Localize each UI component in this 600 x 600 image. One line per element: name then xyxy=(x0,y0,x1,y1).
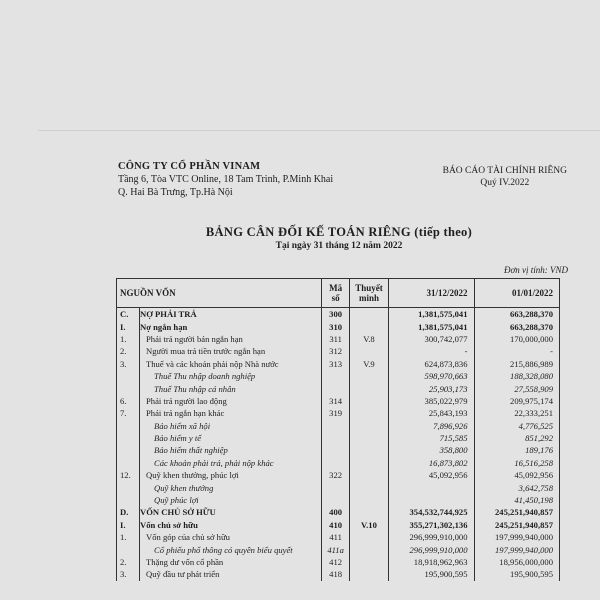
row-value-start: 27,558,909 xyxy=(474,382,559,394)
row-note xyxy=(349,457,388,469)
row-value-end: 16,873,802 xyxy=(389,457,474,469)
table-row xyxy=(117,568,560,580)
row-value-start: 195,900,595 xyxy=(474,568,559,580)
row-value-start: 215,886,989 xyxy=(474,358,559,370)
currency-unit: Đơn vị tính: VND xyxy=(503,265,568,275)
table-row xyxy=(117,556,560,568)
row-code xyxy=(322,494,350,506)
header-source: NGUỒN VỐN xyxy=(117,279,322,308)
row-note xyxy=(349,481,388,493)
table-row xyxy=(117,469,560,481)
row-number: 2. xyxy=(117,556,140,568)
row-note xyxy=(349,531,388,543)
row-code: 410 xyxy=(322,519,350,531)
row-code: 311 xyxy=(322,333,350,345)
row-code: 400 xyxy=(322,506,350,518)
row-value-end: 195,900,595 xyxy=(389,568,474,580)
row-value-start: 245,251,940,857 xyxy=(474,519,559,531)
row-value-start: 663,288,370 xyxy=(474,320,559,332)
row-number: I. xyxy=(117,519,140,531)
table-row xyxy=(117,506,560,518)
row-number xyxy=(117,382,140,394)
row-label: Bảo hiểm xã hội xyxy=(140,420,322,432)
row-label: Bảo hiểm y tế xyxy=(140,432,322,444)
row-code xyxy=(322,432,350,444)
table-row xyxy=(117,407,560,419)
row-value-start: 45,092,956 xyxy=(474,469,559,481)
row-value-start: 3,642,758 xyxy=(474,481,559,493)
row-number: I. xyxy=(117,320,140,332)
table-row xyxy=(117,543,560,555)
report-block xyxy=(443,165,567,189)
row-code xyxy=(322,382,350,394)
row-note: V.9 xyxy=(349,358,388,370)
row-code: 322 xyxy=(322,469,350,481)
row-label: Quỹ khen thưởng, phúc lợi xyxy=(140,469,322,481)
row-value-end: - xyxy=(389,345,474,357)
row-code xyxy=(322,444,350,456)
row-code: 300 xyxy=(322,308,350,321)
row-label: Thặng dư vốn cổ phần xyxy=(140,556,322,568)
row-number: 3. xyxy=(117,358,140,370)
row-note: V.10 xyxy=(349,519,388,531)
row-value-start: 4,776,525 xyxy=(474,420,559,432)
row-value-end: 18,918,962,963 xyxy=(389,556,474,568)
row-value-start: 188,328,080 xyxy=(474,370,559,382)
row-label: Vốn chủ sở hữu xyxy=(140,519,322,531)
row-number xyxy=(117,432,140,444)
row-value-start: 209,975,174 xyxy=(474,395,559,407)
row-label: NỢ PHẢI TRẢ xyxy=(140,308,322,321)
row-note xyxy=(349,370,388,382)
row-label: Phải trả người lao động xyxy=(140,395,322,407)
row-value-end: 25,903,173 xyxy=(389,382,474,394)
row-label: Quỹ phúc lợi xyxy=(140,494,322,506)
row-note xyxy=(349,568,388,580)
row-label: Vốn góp của chủ sở hữu xyxy=(140,531,322,543)
row-value-end xyxy=(389,481,474,493)
row-number: 3. xyxy=(117,568,140,580)
row-value-start: 170,000,000 xyxy=(474,333,559,345)
row-code: 411a xyxy=(322,543,350,555)
row-note xyxy=(349,506,388,518)
row-note xyxy=(349,308,388,321)
page-fold-line xyxy=(38,130,600,131)
row-note: V.8 xyxy=(349,333,388,345)
document-title: BẢNG CÂN ĐỐI KẾ TOÁN RIÊNG (tiếp theo) xyxy=(205,225,473,239)
row-note xyxy=(349,432,388,444)
table-row xyxy=(117,481,560,493)
row-value-start: - xyxy=(474,345,559,357)
row-code: 418 xyxy=(322,568,350,580)
row-label: Quỹ khen thưởng xyxy=(140,481,322,493)
row-value-start: 18,956,000,000 xyxy=(474,556,559,568)
row-value-start: 22,333,251 xyxy=(474,407,559,419)
company-name: CÔNG TY CỔ PHẦN VINAM xyxy=(118,161,261,172)
row-number: 1. xyxy=(117,531,140,543)
row-number xyxy=(117,457,140,469)
table-row xyxy=(117,358,560,370)
row-label: Quỹ đầu tư phát triển xyxy=(140,568,322,580)
row-code: 319 xyxy=(322,407,350,419)
row-note xyxy=(349,320,388,332)
table-row xyxy=(117,395,560,407)
table-row xyxy=(117,531,560,543)
row-number: C. xyxy=(117,308,140,321)
row-value-end: 25,843,193 xyxy=(389,407,474,419)
balance-sheet-table xyxy=(116,278,560,581)
row-value-end: 355,271,302,136 xyxy=(389,519,474,531)
table-row xyxy=(117,444,560,456)
row-number: 1. xyxy=(117,333,140,345)
header-start-date: 01/01/2022 xyxy=(474,279,559,308)
row-value-end: 296,999,910,000 xyxy=(389,543,474,555)
row-note xyxy=(349,345,388,357)
row-code xyxy=(322,457,350,469)
table-row xyxy=(117,494,560,506)
row-code: 310 xyxy=(322,320,350,332)
row-number: 12. xyxy=(117,469,140,481)
row-label: Người mua trả tiền trước ngắn hạn xyxy=(140,345,322,357)
row-number: 2. xyxy=(117,345,140,357)
row-value-end: 296,999,910,000 xyxy=(389,531,474,543)
header-end-date: 31/12/2022 xyxy=(389,279,474,308)
row-code: 314 xyxy=(322,395,350,407)
table-row xyxy=(117,432,560,444)
row-number xyxy=(117,481,140,493)
row-number xyxy=(117,420,140,432)
table-row xyxy=(117,420,560,432)
company-block xyxy=(118,160,333,199)
table-row xyxy=(117,370,560,382)
row-label: Thuế Thu nhập cá nhân xyxy=(140,382,322,394)
table-row xyxy=(117,519,560,531)
table-header-row xyxy=(117,279,560,308)
row-value-end: 300,742,077 xyxy=(389,333,474,345)
row-value-start: 197,999,940,000 xyxy=(474,531,559,543)
document-subtitle: Tại ngày 31 tháng 12 năm 2022 xyxy=(275,241,403,251)
row-code: 411 xyxy=(322,531,350,543)
table-row xyxy=(117,320,560,332)
row-value-start: 41,450,198 xyxy=(474,494,559,506)
row-label: Bảo hiểm thất nghiệp xyxy=(140,444,322,456)
company-address-line2: Q. Hai Bà Trưng, Tp.Hà Nội xyxy=(118,187,233,198)
row-number xyxy=(117,543,140,555)
row-note xyxy=(349,420,388,432)
row-label: Phải trả ngắn hạn khác xyxy=(140,407,322,419)
row-value-start: 16,516,258 xyxy=(474,457,559,469)
row-value-end: 624,873,836 xyxy=(389,358,474,370)
row-number xyxy=(117,444,140,456)
row-value-start: 189,176 xyxy=(474,444,559,456)
row-value-end: 1,381,575,041 xyxy=(389,308,474,321)
table-row xyxy=(117,333,560,345)
row-number: 7. xyxy=(117,407,140,419)
row-number xyxy=(117,494,140,506)
row-value-start: 663,288,370 xyxy=(474,308,559,321)
row-note xyxy=(349,543,388,555)
row-label: Thuế Thu nhập doanh nghiệp xyxy=(140,370,322,382)
row-code: 312 xyxy=(322,345,350,357)
report-period: Quý IV.2022 xyxy=(480,178,530,188)
row-code xyxy=(322,481,350,493)
table-row xyxy=(117,308,560,321)
header-note: Thuyết minh xyxy=(349,279,388,308)
table-row xyxy=(117,345,560,357)
row-note xyxy=(349,407,388,419)
row-value-start: 245,251,940,857 xyxy=(474,506,559,518)
row-value-end: 385,022,979 xyxy=(389,395,474,407)
row-value-start: 851,292 xyxy=(474,432,559,444)
table-body xyxy=(117,308,560,581)
row-value-end: 7,896,926 xyxy=(389,420,474,432)
row-value-end xyxy=(389,494,474,506)
row-value-end: 45,092,956 xyxy=(389,469,474,481)
row-label: Nợ ngắn hạn xyxy=(140,320,322,332)
row-value-end: 715,585 xyxy=(389,432,474,444)
row-code xyxy=(322,370,350,382)
row-label: Cổ phiếu phổ thông có quyền biểu quyết xyxy=(140,543,322,555)
row-number xyxy=(117,370,140,382)
row-code xyxy=(322,420,350,432)
company-address-line1: Tầng 6, Tòa VTC Online, 18 Tam Trinh, P.Minh Khai xyxy=(118,174,334,185)
row-label: VỐN CHỦ SỞ HỮU xyxy=(140,506,322,518)
row-label: Phải trả người bán ngắn hạn xyxy=(140,333,322,345)
row-note xyxy=(349,494,388,506)
row-note xyxy=(349,395,388,407)
row-number: 6. xyxy=(117,395,140,407)
header-code: Mã số xyxy=(322,279,350,308)
row-code: 412 xyxy=(322,556,350,568)
row-value-end: 358,800 xyxy=(389,444,474,456)
row-label: Thuế và các khoản phải nộp Nhà nước xyxy=(140,358,322,370)
table-row xyxy=(117,382,560,394)
row-label: Các khoản phải trả, phải nộp khác xyxy=(140,457,322,469)
row-note xyxy=(349,382,388,394)
row-code: 313 xyxy=(322,358,350,370)
report-name: BÁO CÁO TÀI CHÍNH RIÊNG xyxy=(442,166,567,176)
row-value-end: 1,381,575,041 xyxy=(389,320,474,332)
row-note xyxy=(349,444,388,456)
row-note xyxy=(349,469,388,481)
table-row xyxy=(117,457,560,469)
row-note xyxy=(349,556,388,568)
row-value-end: 354,532,744,925 xyxy=(389,506,474,518)
row-number: D. xyxy=(117,506,140,518)
row-value-start: 197,999,940,000 xyxy=(474,543,559,555)
row-value-end: 598,970,663 xyxy=(389,370,474,382)
